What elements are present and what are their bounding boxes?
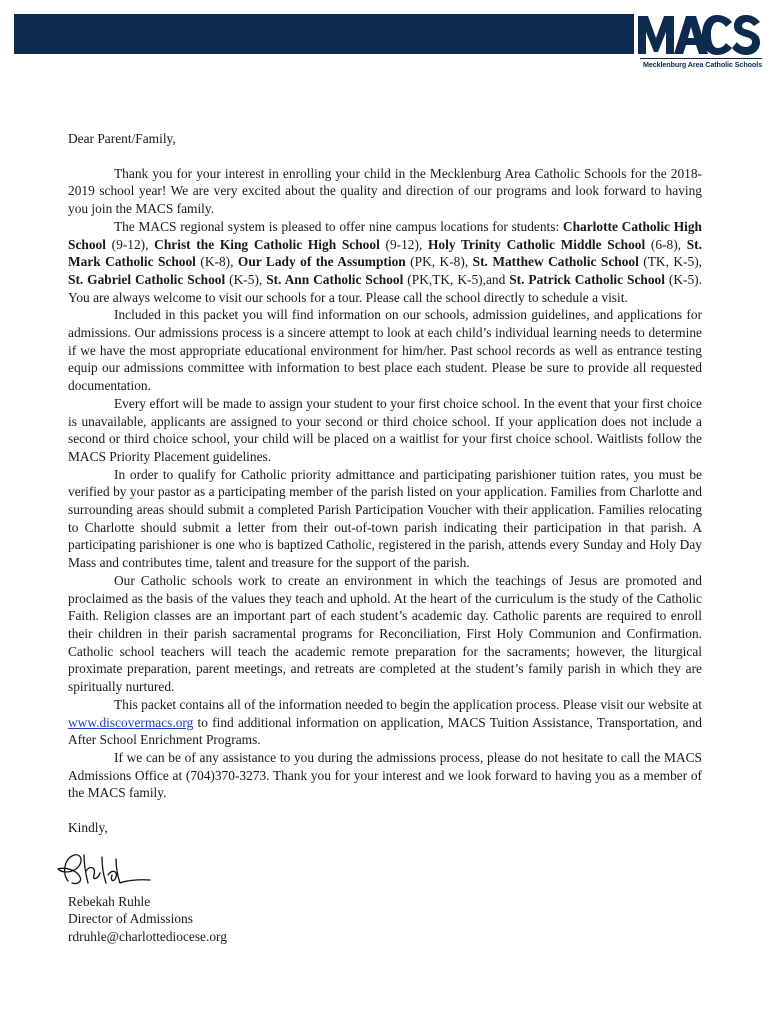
signer-name: Rebekah Ruhle (68, 893, 151, 909)
school-grades: (PK,TK, K-5),and (403, 271, 510, 287)
school-name: Our Lady of the Assumption (237, 254, 406, 270)
salutation: Dear Parent/Family, (68, 131, 176, 146)
header-bar (14, 14, 634, 54)
school-grades: (K-5), (225, 271, 267, 287)
closing: Kindly, (68, 820, 108, 836)
school-grades: (9-12), (105, 236, 155, 252)
school-name: St. Patrick Catholic School (509, 271, 665, 287)
website-text-after: to find additional information on application, MACS Tuition Assistance, Transportation, and After School Enrichment Programs. (68, 714, 702, 748)
school-name: Charlotte Catholic High School (68, 218, 702, 252)
paragraph-application-process (68, 696, 702, 749)
campus-outro: You are always welcome to visit our schools for a tour. Please call the school directly to schedule a visit. (68, 289, 628, 305)
signer-title: Director of Admissions (68, 911, 193, 927)
school-grades: (K-8), (195, 254, 238, 270)
paragraph-catholic-environment: Our Catholic schools work to create an environment in which the teachings of Jesus are promoted and proclaimed as the basis of the values they teach and uphold. At the heart of the curriculum is the study of the Catholic Faith. Religion classes are an important part of each student’s academic day. Catholic parents are required to enroll their children in their parish sacramental programs for Reconciliation, First Holy Communion and Confirmation. Catholic school teachers will teach the academic remote preparation for the sacraments; however, the liturgical proximate preparation, parent meetings, and retreats are completed at the student’s family parish in which they are spiritually nurtured. (68, 572, 702, 695)
campus-intro: The MACS regional system is pleased to offer nine campus locations for students: (114, 218, 563, 234)
macs-logo (636, 8, 762, 72)
paragraph-thanks: Thank you for your interest in enrolling your child in the Mecklenburg Area Catholic Schools for the 2018-2019 school year! We are very excited about the quality and direction of our programs and look forward to having you join the MACS family. (68, 165, 702, 217)
website-link[interactable]: www.discovermacs.org (68, 714, 194, 730)
paragraph-catholic-priority: In order to qualify for Catholic priority admittance and participating parishioner tuition rates, you must be verified by your pastor as a participating member of the parish listed on your application. Families from Charlotte and surrounding areas should submit a completed Parish Participation Voucher with their application. Families relocating to Charlotte should submit a letter from their out-of-town parish indicating their participation in that parish. A participating parishioner is one who is baptized Catholic, registered in the parish, attends every Sunday and Holy Day Mass and contributes time, talent and treasure for the support of the parish. (68, 466, 702, 571)
paragraph-assistance: If we can be of any assistance to you during the admissions process, please do not hesitate to call the MACS Admissions Office at (704)370-3273. Thank you for your interest and we look forward to having you as a member of the MACS family. (68, 749, 702, 801)
signature-image (54, 847, 154, 891)
logo-rule (640, 58, 762, 59)
school-name: St. Ann Catholic School (266, 271, 404, 287)
logo-caption: Mecklenburg Area Catholic Schools (642, 60, 762, 69)
signer-email: rdruhle@charlottediocese.org (68, 929, 227, 945)
paragraph-campus-locations (68, 218, 702, 307)
letter-body (68, 130, 702, 946)
paragraph-packet-contents: Included in this packet you will find information on our schools, admission guidelines, and applications for admissions. Our admissions process is a sincere attempt to look at each child’s individual learning needs to determine if we have the most appropriate educational environment for him/her. Past school records as well as entrance testing equip our admissions committee with information to best place each student. Please be sure to provide all requested documentation. (68, 307, 702, 394)
website-text-before: This packet contains all of the information needed to begin the application process. Please visit our website at (114, 696, 702, 712)
school-name: St. Gabriel Catholic School (68, 271, 226, 287)
school-grades: (TK, K-5), (638, 254, 702, 270)
school-grades: (PK, K-8), (405, 254, 473, 270)
school-name: St. Mark Catholic School (68, 236, 702, 270)
school-name: Christ the King Catholic High School (154, 236, 380, 252)
macs-logo-wordmark (636, 8, 762, 60)
paragraph-school-assignment: Every effort will be made to assign your student to your first choice school. In the event that your first choice is unavailable, applicants are assigned to your second or third choice school. If your application does not include a second or third choice school, your child will be placed on a waitlist for your first choice school. Waitlists follow the MACS Priority Placement guidelines. (68, 395, 702, 464)
school-grades: (K-5). (664, 271, 702, 287)
school-grades: (9-12), (379, 236, 428, 252)
school-name: Holy Trinity Catholic Middle School (428, 236, 646, 252)
school-grades: (6-8), (645, 236, 687, 252)
school-name: St. Matthew Catholic School (472, 254, 639, 270)
